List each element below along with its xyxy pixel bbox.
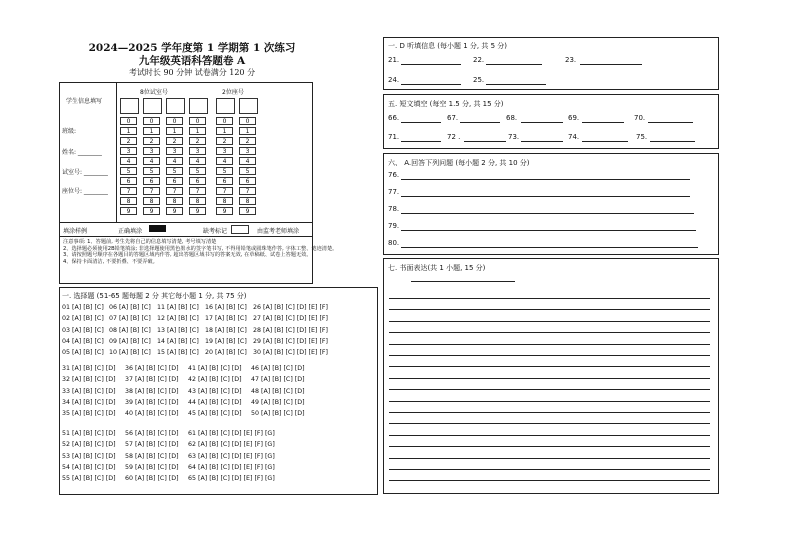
digit-bubble[interactable]: 9 (189, 207, 206, 215)
section-7-box (383, 258, 719, 494)
answer-78-line[interactable] (401, 213, 694, 214)
mc-question-row[interactable]: 05 [A] [B] [C] (62, 349, 104, 357)
answer-75-label: 75. (636, 133, 648, 141)
digit-bubble[interactable]: 8 (216, 197, 233, 205)
answer-79-line[interactable] (401, 230, 696, 231)
mc-question-row[interactable]: 17 [A] [B] [C] (205, 315, 247, 323)
section-6-title: 六、 A.回答下列问题 (每小题 2 分, 共 10 分) (388, 159, 530, 167)
mc-question-row[interactable]: 52 [A] [B] [C] [D] (62, 441, 116, 449)
mc-question-row[interactable]: 04 [A] [B] [C] (62, 337, 104, 345)
mc-question-row[interactable]: 39 [A] [B] [C] [D] (125, 398, 179, 406)
mc-question-row[interactable]: 63 [A] [B] [C] [D] [E] [F] [G] (188, 452, 275, 460)
answer-77-label: 77. (388, 188, 400, 196)
writing-line[interactable] (389, 378, 710, 379)
mc-question-row[interactable]: 20 [A] [B] [C] (205, 349, 247, 357)
mc-question-row[interactable]: 38 [A] [B] [C] [D] (125, 387, 179, 395)
mc-question-row[interactable]: 30 [A] [B] [C] [D] [E] [F] (253, 349, 328, 357)
answer-66-label: 66. (388, 114, 400, 122)
writing-line[interactable] (389, 389, 710, 390)
writing-line[interactable] (389, 298, 710, 299)
writing-line[interactable] (389, 309, 710, 310)
digit-bubble[interactable]: 4 (166, 157, 183, 165)
answer-75-line[interactable] (650, 141, 695, 142)
section-6-box (383, 153, 719, 255)
digit-bubble[interactable]: 8 (120, 197, 137, 205)
answer-67-line[interactable] (460, 122, 500, 123)
digit-bubble[interactable]: 2 (216, 137, 233, 145)
mc-question-row[interactable]: 19 [A] [B] [C] (205, 337, 247, 345)
page-subtitle: 九年级英语科答题卷 A (138, 55, 246, 67)
answer-66-line[interactable] (401, 122, 441, 123)
mc-question-row[interactable]: 14 [A] [B] [C] (157, 337, 199, 345)
mc-question-row[interactable]: 43 [A] [B] [C] [D] (188, 387, 242, 395)
student-info-divider-v (116, 82, 117, 222)
mc-question-row[interactable]: 47 [A] [B] [C] [D] (251, 376, 305, 384)
mc-question-row[interactable]: 10 [A] [B] [C] (109, 349, 151, 357)
mc-question-row[interactable]: 07 [A] [B] [C] (109, 315, 151, 323)
mc-question-row[interactable]: 35 [A] [B] [C] [D] (62, 410, 116, 418)
digit-bubble[interactable]: 9 (216, 207, 233, 215)
answer-73-label: 73. (508, 133, 520, 141)
digit-bubble[interactable]: 4 (216, 157, 233, 165)
mc-question-row[interactable]: 03 [A] [B] [C] (62, 326, 104, 334)
digit-bubble[interactable]: 0 (120, 117, 137, 125)
mc-question-row[interactable]: 56 [A] [B] [C] [D] (125, 430, 179, 437)
digit-bubble[interactable]: 3 (189, 147, 206, 155)
mc-question-row[interactable]: 49 [A] [B] [C] [D] (251, 398, 305, 406)
instruction-line: 3、请按照题号顺序在各题目的答题区域内作答, 超出答题区域书写的答案无效, 在草稿纸、试卷上答题无效。 (63, 252, 312, 259)
digit-bubble[interactable]: 8 (239, 197, 256, 205)
instruction-line: 4、保持卡面清洁, 不要折叠、不要弄破。 (63, 258, 158, 265)
answer-21-label: 21. (388, 56, 400, 64)
section-7-title: 七. 书面表达(共 1 小题, 15 分) (388, 264, 486, 272)
mc-question-row[interactable]: 15 [A] [B] [C] (157, 349, 199, 357)
field-name: 姓名: ________ (62, 149, 102, 156)
digit-bubble[interactable]: 7 (189, 187, 206, 195)
mc-question-row[interactable]: 61 [A] [B] [C] [D] [E] [F] [G] (188, 430, 275, 437)
mc-question-row[interactable]: 01 [A] [B] [C] (62, 304, 104, 311)
mc-question-row[interactable]: 37 [A] [B] [C] [D] (125, 376, 179, 384)
writing-line[interactable] (389, 412, 710, 413)
answer-70-line[interactable] (648, 122, 693, 123)
digit-bubble[interactable]: 6 (143, 177, 160, 185)
mc-question-row[interactable]: 60 [A] [B] [C] [D] (125, 475, 179, 483)
seat-label: 2位座号 (222, 89, 244, 96)
answer-25-line[interactable] (486, 84, 546, 85)
digit-bubble[interactable]: 5 (120, 167, 137, 175)
digit-bubble[interactable]: 3 (166, 147, 183, 155)
answer-25-label: 25. (473, 76, 485, 84)
digit-bubble[interactable]: 2 (239, 137, 256, 145)
absent-label: 缺考标记 (203, 228, 228, 235)
mc-question-row[interactable]: 44 [A] [B] [C] [D] (188, 398, 242, 406)
field-seat: 座位号: ________ (62, 188, 108, 195)
writing-line[interactable] (389, 355, 710, 356)
digit-bubble[interactable]: 6 (166, 177, 183, 185)
correct-fill-label: 正确填涂 (118, 228, 143, 235)
mc-question-row[interactable]: 34 [A] [B] [C] [D] (62, 398, 116, 406)
answer-71-line[interactable] (401, 141, 441, 142)
digit-bubble[interactable]: 5 (239, 167, 256, 175)
mc-question-row[interactable]: 31 [A] [B] [C] [D] (62, 365, 116, 372)
digit-bubble[interactable]: 8 (189, 197, 206, 205)
answer-72-line[interactable] (464, 141, 506, 142)
absent-mark-box[interactable] (231, 225, 249, 234)
digit-bubble[interactable]: 5 (166, 167, 183, 175)
digit-bubble[interactable]: 0 (189, 117, 206, 125)
digit-bubble[interactable]: 3 (143, 147, 160, 155)
student-info-heading: 学生信息填写 (66, 98, 103, 105)
mc-question-row[interactable]: 42 [A] [B] [C] [D] (188, 376, 242, 384)
section-1-title: 一. 选择题 (51-65 题每题 2 分 其它每小题 1 分, 共 75 分) (62, 292, 247, 300)
digit-bubble[interactable]: 1 (143, 127, 160, 135)
digit-bubble[interactable]: 6 (189, 177, 206, 185)
mc-question-row[interactable]: 53 [A] [B] [C] [D] (62, 452, 116, 460)
instruction-line: 2、选择题必须使用2B铅笔填涂; 非选择题使用黑色墨水的签字笔书写, 不得用铅笔或圆珠笔作答, 字体工整、笔迹清楚。 (63, 245, 338, 252)
instruction-line: 注意事项: 1、答题前, 考生先将自己的信息填写清楚, 考号填写清楚 (63, 239, 217, 245)
writing-line[interactable] (389, 423, 710, 424)
answer-67-label: 67. (447, 114, 459, 122)
answer-69-label: 69. (568, 114, 580, 122)
digit-bubble[interactable]: 9 (120, 207, 137, 215)
mc-question-row[interactable]: 06 [A] [B] [C] (109, 304, 151, 311)
writing-line[interactable] (389, 332, 710, 333)
answer-22-label: 22. (473, 56, 485, 64)
digit-bubble[interactable]: 5 (143, 167, 160, 175)
mc-question-row[interactable]: 32 [A] [B] [C] [D] (62, 376, 116, 384)
mc-question-row[interactable]: 51 [A] [B] [C] [D] (62, 430, 116, 437)
fill-example-label: 填涂样例 (63, 228, 88, 235)
answer-74-label: 74. (568, 133, 580, 141)
instructions (63, 239, 371, 265)
mc-question-row[interactable]: 16 [A] [B] [C] (205, 304, 247, 311)
digit-bubble[interactable]: 4 (189, 157, 206, 165)
digit-bubble[interactable]: 9 (166, 207, 183, 215)
answer-73-line[interactable] (521, 141, 563, 142)
exam-number-label: 8位试室号 (140, 89, 168, 96)
answer-79-label: 79. (388, 222, 400, 230)
answer-71-label: 71. (388, 133, 400, 141)
digit-bubble[interactable]: 2 (166, 137, 183, 145)
section-4-title: 一. D 听填信息 (每小题 1 分, 共 5 分) (388, 42, 508, 50)
mc-question-row[interactable]: 12 [A] [B] [C] (157, 315, 199, 323)
mc-question-row[interactable]: 54 [A] [B] [C] [D] (62, 463, 116, 471)
digit-bubble[interactable]: 6 (239, 177, 256, 185)
answer-78-label: 78. (388, 205, 400, 213)
digit-bubble[interactable]: 6 (216, 177, 233, 185)
mc-question-row[interactable]: 41 [A] [B] [C] [D] (188, 365, 242, 372)
answer-22-line[interactable] (486, 64, 542, 65)
digit-bubble[interactable]: 2 (189, 137, 206, 145)
writing-title-line[interactable] (411, 281, 515, 282)
answer-68-label: 68. (506, 114, 518, 122)
mc-question-row[interactable]: 29 [A] [B] [C] [D] [E] [F] (253, 337, 328, 345)
mc-question-row[interactable]: 09 [A] [B] [C] (109, 337, 151, 345)
digit-bubble[interactable]: 8 (166, 197, 183, 205)
field-room: 试室号: ________ (62, 169, 108, 176)
mc-question-row[interactable]: 50 [A] [B] [C] [D] (251, 410, 305, 418)
digit-bubble[interactable]: 3 (120, 147, 137, 155)
mc-question-row[interactable]: 08 [A] [B] [C] (109, 326, 151, 334)
digit-bubble[interactable]: 4 (120, 157, 137, 165)
digit-bubble[interactable]: 1 (239, 127, 256, 135)
mc-question-row[interactable]: 11 [A] [B] [C] (157, 304, 199, 311)
writing-line[interactable] (389, 446, 710, 447)
answer-68-line[interactable] (521, 122, 563, 123)
exam-info: 考试时长 90 分钟 试卷满分 120 分 (128, 68, 256, 77)
digit-bubble[interactable]: 8 (143, 197, 160, 205)
answer-80-line[interactable] (401, 247, 698, 248)
digit-bubble[interactable]: 1 (120, 127, 137, 135)
digit-bubble[interactable]: 6 (120, 177, 137, 185)
digit-bubble[interactable]: 2 (143, 137, 160, 145)
mc-question-row[interactable]: 13 [A] [B] [C] (157, 326, 199, 334)
mc-question-row[interactable]: 26 [A] [B] [C] [D] [E] [F] (253, 304, 328, 311)
mc-question-row[interactable]: 48 [A] [B] [C] [D] (251, 387, 305, 395)
answer-21-line[interactable] (401, 64, 461, 65)
digit-bubble[interactable]: 0 (143, 117, 160, 125)
writing-line[interactable] (389, 469, 710, 470)
digit-bubble[interactable]: 0 (239, 117, 256, 125)
digit-bubble[interactable]: 9 (239, 207, 256, 215)
page-title: 2024—2025 学年度第 1 学期第 1 次练习 (88, 42, 296, 54)
mc-question-row[interactable]: 18 [A] [B] [C] (205, 326, 247, 334)
writing-line[interactable] (389, 458, 710, 459)
answer-76-line[interactable] (401, 179, 690, 180)
field-class: 班级: (62, 128, 77, 135)
mc-question-row[interactable]: 28 [A] [B] [C] [D] [E] [F] (253, 326, 328, 334)
mc-question-row[interactable]: 33 [A] [B] [C] [D] (62, 387, 116, 395)
student-info-divider-h1 (59, 222, 313, 223)
writing-line[interactable] (389, 344, 710, 345)
answer-23-line[interactable] (580, 64, 642, 65)
digit-bubble[interactable]: 1 (189, 127, 206, 135)
digit-bubble[interactable]: 2 (120, 137, 137, 145)
digit-bubble[interactable]: 4 (239, 157, 256, 165)
writing-line[interactable] (389, 401, 710, 402)
answer-72-label: 72 . (447, 133, 461, 141)
answer-76-label: 76. (388, 171, 400, 179)
digit-bubble[interactable]: 4 (143, 157, 160, 165)
writing-line[interactable] (389, 435, 710, 436)
writing-line[interactable] (389, 480, 710, 481)
answer-70-label: 70. (634, 114, 646, 122)
digit-bubble[interactable]: 7 (143, 187, 160, 195)
correct-fill-sample (149, 225, 166, 232)
mc-question-row[interactable]: 58 [A] [B] [C] [D] (125, 452, 179, 460)
digit-bubble[interactable]: 7 (120, 187, 137, 195)
mc-question-row[interactable]: 65 [A] [B] [C] [D] [E] [F] [G] (188, 475, 275, 483)
mc-question-row[interactable]: 62 [A] [B] [C] [D] [E] [F] [G] (188, 441, 275, 449)
mc-question-row[interactable]: 57 [A] [B] [C] [D] (125, 441, 179, 449)
digit-bubble[interactable]: 1 (216, 127, 233, 135)
student-info-divider-h2 (59, 236, 313, 237)
digit-bubble[interactable]: 3 (216, 147, 233, 155)
answer-80-label: 80. (388, 239, 400, 247)
digit-bubble[interactable]: 5 (216, 167, 233, 175)
answer-24-line[interactable] (401, 84, 461, 85)
writing-line[interactable] (389, 366, 710, 367)
digit-bubble[interactable]: 7 (166, 187, 183, 195)
digit-bubble[interactable]: 7 (216, 187, 233, 195)
answer-24-label: 24. (388, 76, 400, 84)
section-5-title: 五. 短文填空 (每空 1.5 分, 共 15 分) (388, 100, 504, 108)
writing-line[interactable] (389, 321, 710, 322)
digit-bubble[interactable]: 0 (216, 117, 233, 125)
mc-question-row[interactable]: 02 [A] [B] [C] (62, 315, 104, 323)
absent-note: 由监考老师填涂 (257, 228, 300, 235)
mc-question-row[interactable]: 40 [A] [B] [C] [D] (125, 410, 179, 418)
answer-69-line[interactable] (582, 122, 624, 123)
mc-question-row[interactable]: 59 [A] [B] [C] [D] (125, 463, 179, 471)
digit-bubble[interactable]: 0 (166, 117, 183, 125)
digit-bubble[interactable]: 3 (239, 147, 256, 155)
mc-question-row[interactable]: 36 [A] [B] [C] [D] (125, 365, 179, 372)
answer-77-line[interactable] (401, 196, 690, 197)
mc-question-row[interactable]: 45 [A] [B] [C] [D] (188, 410, 242, 418)
mc-question-row[interactable]: 64 [A] [B] [C] [D] [E] [F] [G] (188, 463, 275, 471)
answer-74-line[interactable] (582, 141, 628, 142)
mc-question-row[interactable]: 46 [A] [B] [C] [D] (251, 365, 305, 372)
digit-bubble[interactable]: 7 (239, 187, 256, 195)
digit-bubble[interactable]: 5 (189, 167, 206, 175)
answer-23-label: 23. (565, 56, 577, 64)
mc-question-row[interactable]: 27 [A] [B] [C] [D] [E] [F] (253, 315, 328, 323)
mc-question-row[interactable]: 55 [A] [B] [C] [D] (62, 475, 116, 483)
digit-bubble[interactable]: 9 (143, 207, 160, 215)
digit-bubble[interactable]: 1 (166, 127, 183, 135)
